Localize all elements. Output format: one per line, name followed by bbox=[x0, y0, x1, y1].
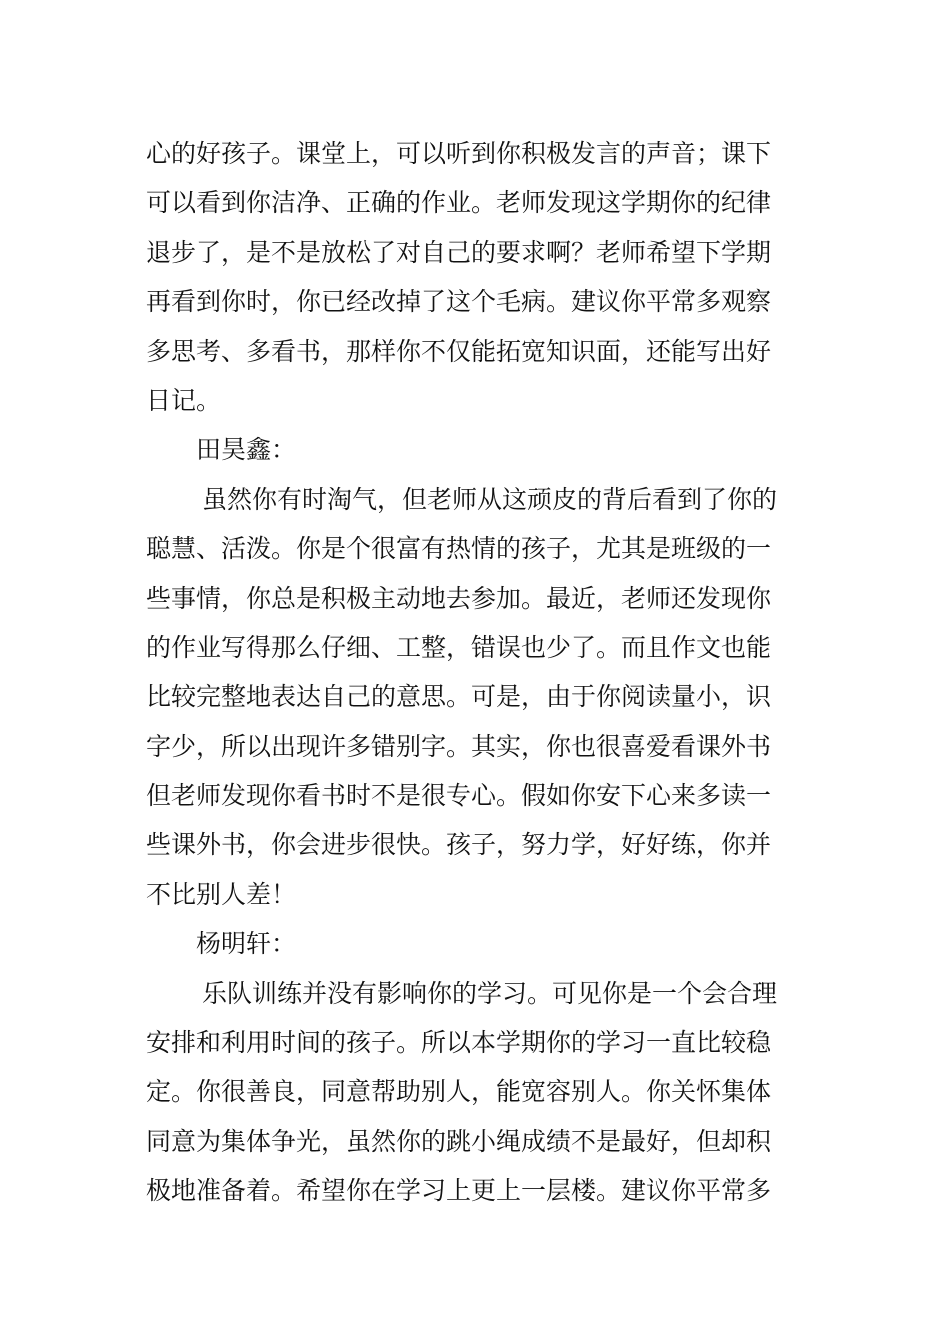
paragraph-first-line: 乐队训练并没有影响你的学习。可见你是一个会合理 bbox=[202, 978, 778, 1008]
paragraph-line: 可以看到你洁净、正确的作业。老师发现这学期你的纪律 bbox=[146, 188, 772, 218]
paragraph-line: 心的好孩子。课堂上，可以听到你积极发言的声音；课下 bbox=[146, 139, 772, 168]
paragraph-line: 同意为集体争光，虽然你的跳小绳成绩不是最好，但却积 bbox=[146, 1126, 772, 1156]
paragraph-line: 的作业写得那么仔细、工整，错误也少了。而且作文也能 bbox=[146, 632, 772, 662]
paragraph-first-line: 虽然你有时淘气，但老师从这顽皮的背后看到了你的 bbox=[202, 484, 778, 514]
paragraph-line: 但老师发现你看书时不是很专心。假如你安下心来多读一 bbox=[146, 781, 772, 811]
paragraph-line: 聪慧、活泼。你是个很富有热情的孩子，尤其是班级的一 bbox=[146, 534, 772, 564]
paragraph-line: 字少，所以出现许多错别字。其实，你也很喜爱看课外书 bbox=[146, 731, 772, 761]
paragraph-line: 日记。 bbox=[146, 385, 222, 415]
paragraph-line: 退步了，是不是放松了对自己的要求啊？老师希望下学期 bbox=[146, 237, 772, 267]
paragraph-line: 安排和利用时间的孩子。所以本学期你的学习一直比较稳 bbox=[146, 1028, 772, 1058]
paragraph-line: 比较完整地表达自己的意思。可是，由于你阅读量小，识 bbox=[146, 682, 772, 712]
paragraph-line: 定。你很善良，同意帮助别人，能宽容别人。你关怀集体 bbox=[146, 1077, 772, 1107]
student-name-heading: 杨明轩： bbox=[196, 929, 297, 959]
paragraph-line: 多思考、多看书，那样你不仅能拓宽知识面，还能写出好 bbox=[146, 336, 772, 366]
paragraph-line: 再看到你时，你已经改掉了这个毛病。建议你平常多观察 bbox=[146, 287, 772, 317]
paragraph-line: 不比别人差！ bbox=[146, 879, 297, 909]
paragraph-line: 极地准备着。希望你在学习上更上一层楼。建议你平常多 bbox=[146, 1176, 772, 1206]
document-body bbox=[146, 129, 808, 1216]
student-name-heading: 田昊鑫： bbox=[196, 435, 297, 465]
paragraph-line: 些事情，你总是积极主动地去参加。最近，老师还发现你 bbox=[146, 583, 772, 613]
paragraph-line: 些课外书，你会进步很快。孩子，努力学，好好练，你并 bbox=[146, 830, 772, 860]
